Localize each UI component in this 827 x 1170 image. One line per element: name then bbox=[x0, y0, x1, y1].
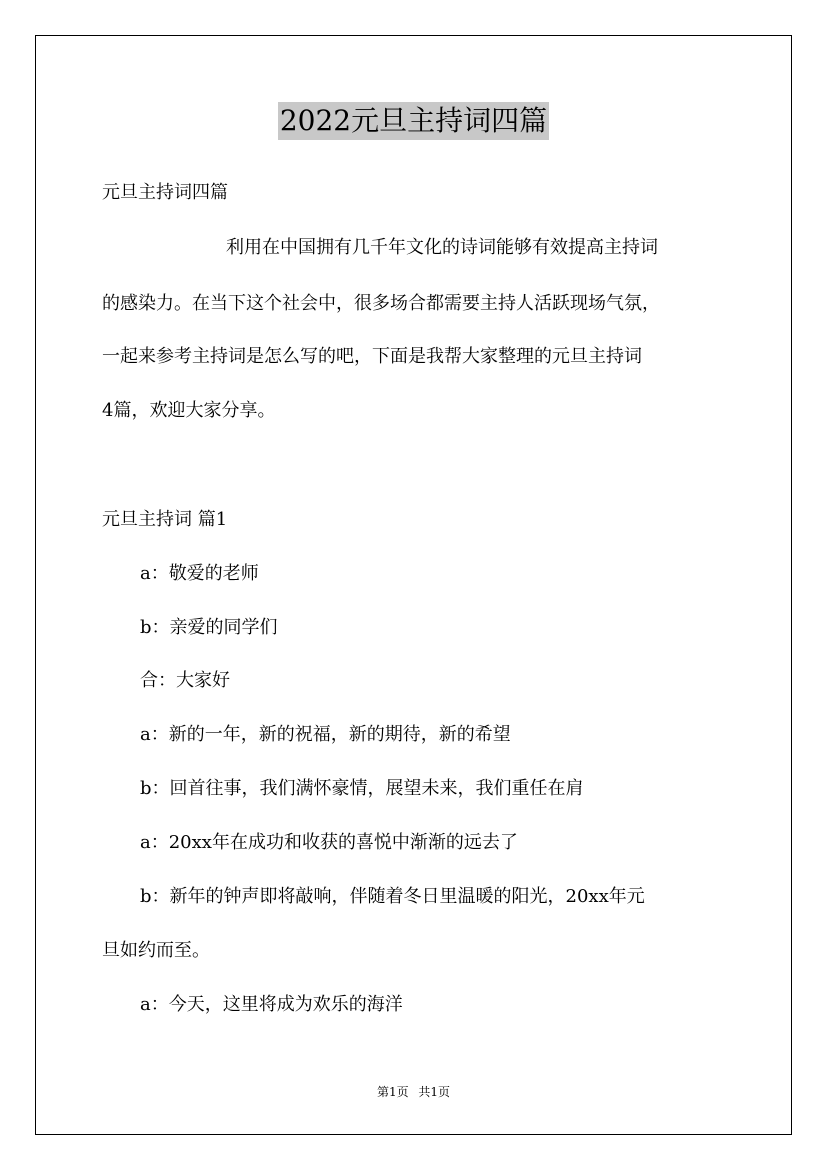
dialogue-line: a：20xx年在成功和收获的喜悦中渐渐的远去了 bbox=[140, 832, 518, 853]
intro-line: 利用在中国拥有几千年文化的诗词能够有效提高主持词 bbox=[226, 237, 658, 258]
title-container bbox=[0, 102, 827, 140]
intro-line: 的感染力。在当下这个社会中，很多场合都需要主持人活跃现场气氛， bbox=[102, 293, 660, 314]
dialogue-line: b：回首往事，我们满怀豪情，展望未来，我们重任在肩 bbox=[140, 778, 584, 799]
dialogue-line: a：敬爱的老师 bbox=[140, 563, 259, 584]
dialogue-line: 合：大家好 bbox=[140, 670, 230, 691]
intro-line: 4篇，欢迎大家分享。 bbox=[102, 400, 276, 421]
document-subtitle: 元旦主持词四篇 bbox=[102, 182, 228, 203]
dialogue-line: 旦如约而至。 bbox=[102, 940, 210, 961]
dialogue-line: b：亲爱的同学们 bbox=[140, 617, 278, 638]
section-heading: 元旦主持词 篇1 bbox=[102, 509, 228, 530]
page-number: 第1页 bbox=[376, 1085, 409, 1099]
dialogue-line: a：今天，这里将成为欢乐的海洋 bbox=[140, 994, 403, 1015]
page-footer bbox=[0, 1083, 827, 1101]
page-total: 共1页 bbox=[418, 1085, 451, 1099]
dialogue-line: b：新年的钟声即将敲响，伴随着冬日里温暖的阳光，20xx年元 bbox=[140, 886, 645, 907]
dialogue-line: a：新的一年，新的祝福，新的期待，新的希望 bbox=[140, 724, 511, 745]
document-title: 2022元旦主持词四篇 bbox=[278, 102, 549, 140]
intro-line: 一起来参考主持词是怎么写的吧，下面是我帮大家整理的元旦主持词 bbox=[102, 346, 642, 367]
